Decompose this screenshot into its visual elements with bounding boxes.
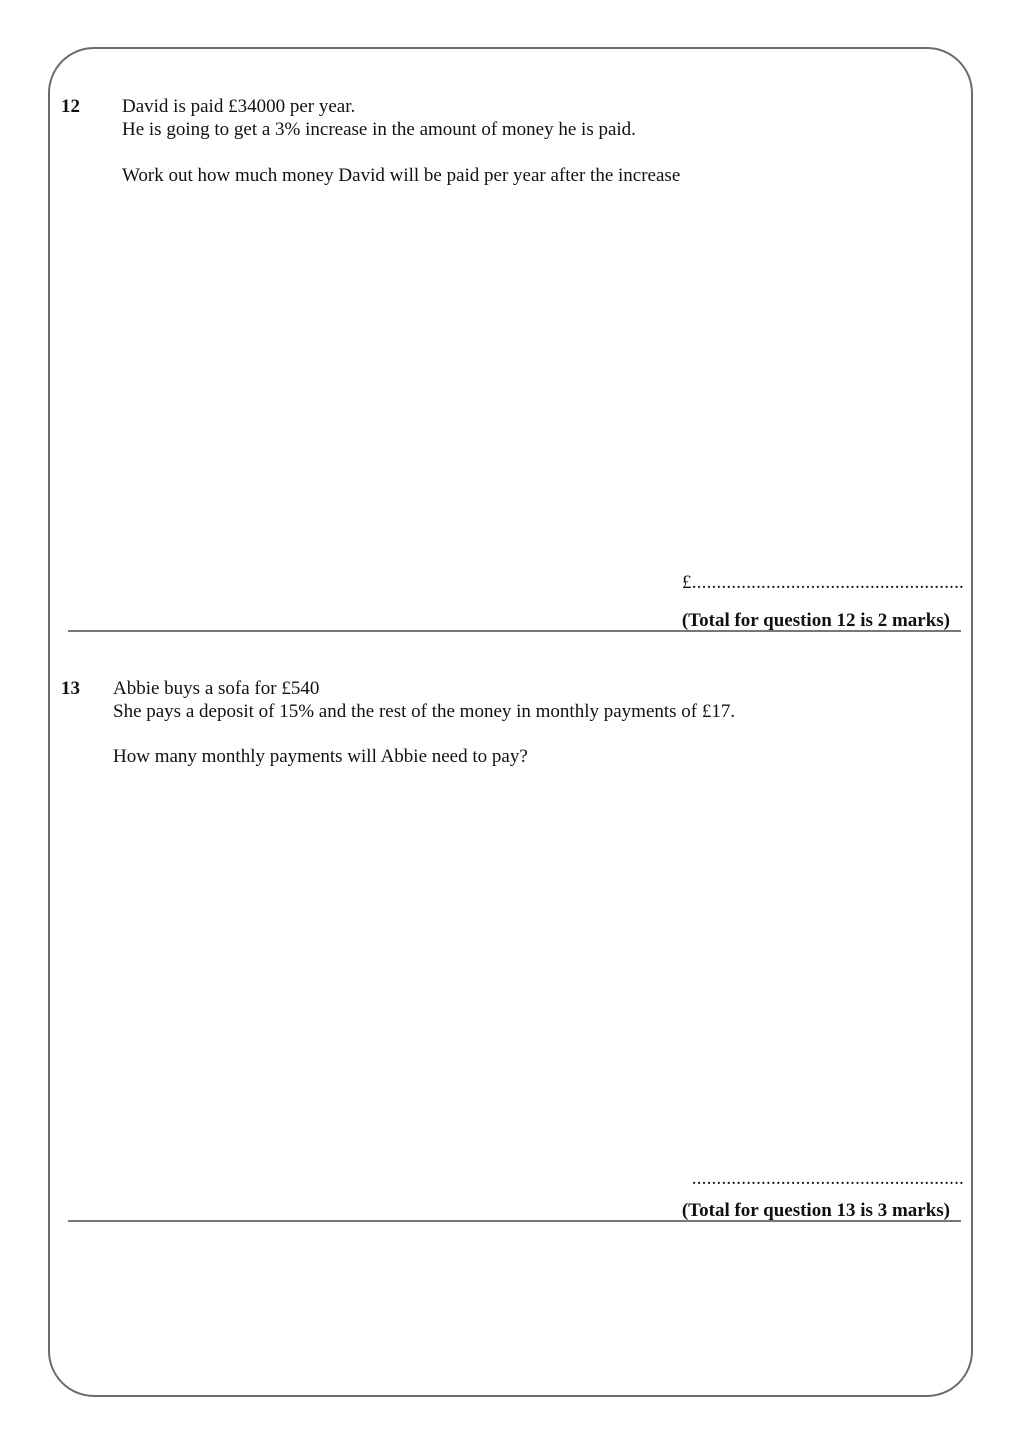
- question-text-line: He is going to get a 3% increase in the amount of money he is paid.: [122, 119, 636, 140]
- question-number: 13: [61, 678, 80, 699]
- question-prompt: Work out how much money David will be paid per year after the increase: [122, 165, 681, 186]
- question-text-line: Abbie buys a sofa for £540: [113, 678, 320, 699]
- question-number: 12: [61, 96, 80, 117]
- question-divider: [68, 1220, 961, 1222]
- question-divider: [68, 630, 961, 632]
- question-text-line: She pays a deposit of 15% and the rest of the money in monthly payments of £17.: [113, 701, 736, 722]
- answer-line[interactable]: .......................................................: [691, 1168, 964, 1189]
- answer-line[interactable]: £.......................................................: [682, 572, 964, 593]
- total-marks: (Total for question 13 is 3 marks): [681, 1200, 950, 1221]
- total-marks: (Total for question 12 is 2 marks): [681, 610, 950, 631]
- question-text-line: David is paid £34000 per year.: [122, 96, 356, 117]
- question-prompt: How many monthly payments will Abbie need to pay?: [113, 746, 528, 767]
